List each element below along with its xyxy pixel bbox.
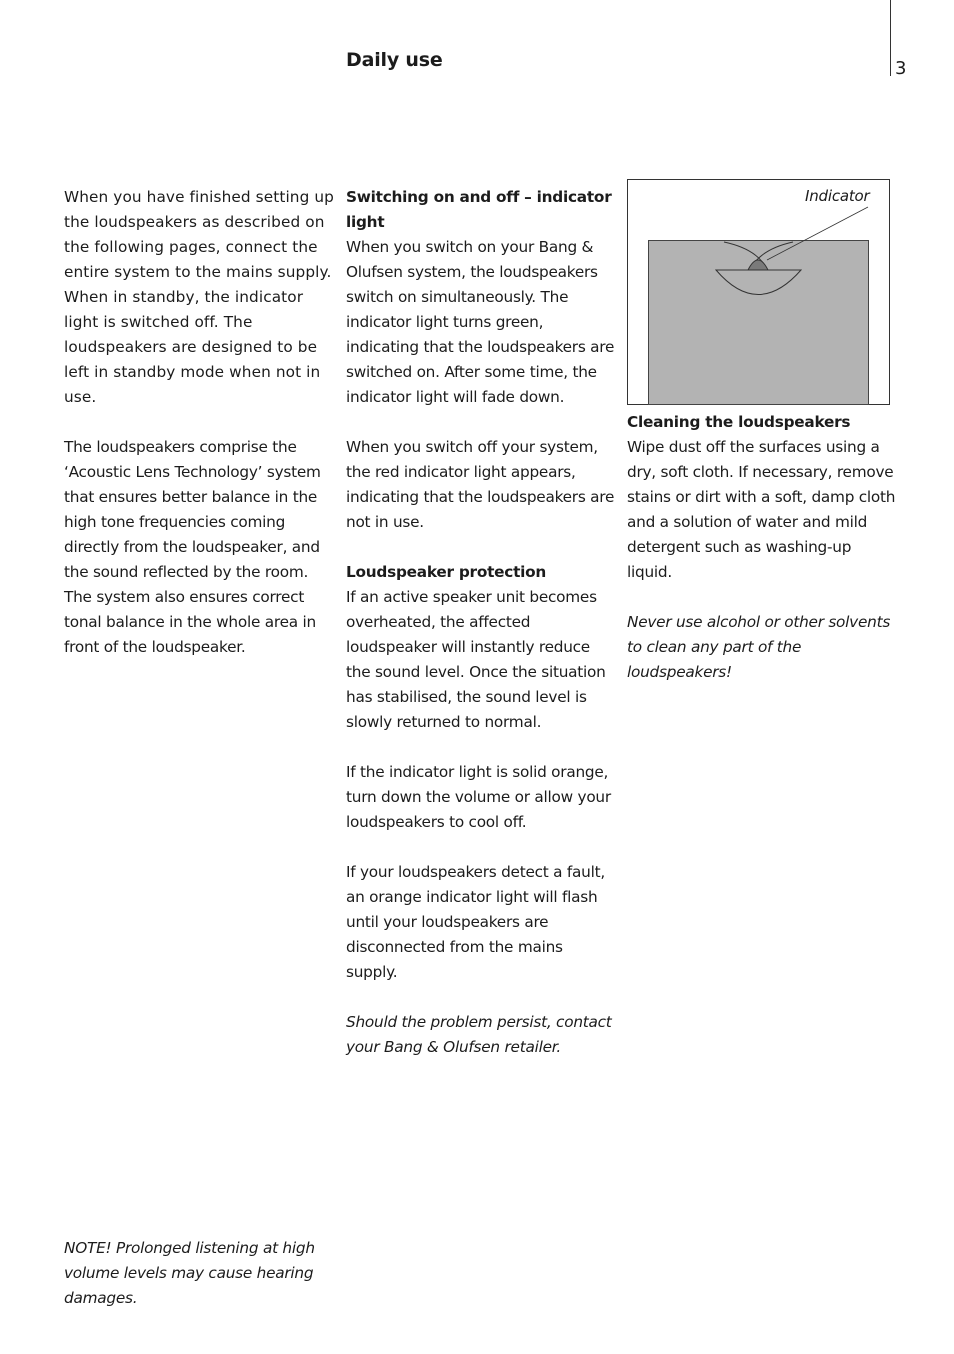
indicator-illustration-svg [627, 179, 890, 405]
protection-paragraph: If an active speaker unit becomes overheated, the affected loudspeaker will instantly reduce the sound level. Once the situation has stabilised, the sound level is slowly returned to normal. [346, 588, 606, 731]
switching-heading: Switching on and off – indicator light [346, 188, 612, 231]
protection-heading: Loudspeaker protection [346, 563, 547, 581]
switching-off-paragraph: When you switch off your system, the red indicator light appears, indicating that the loudspeakers are not in use. [346, 438, 615, 531]
fault-paragraph: If your loudspeakers detect a fault, an orange indicator light will flash until your loudspeakers are disconnected from the mains supply. [346, 863, 605, 981]
column-1 [64, 185, 334, 685]
intro-paragraph: When you have finished setting up the loudspeakers as described on the following pages, connect the entire system to the mains supply. When in standby, the indicator light is switched off. The loudspeakers are designed to be left in standby mode when not in use. [64, 188, 334, 406]
orange-solid-paragraph: If the indicator light is solid orange, turn down the volume or allow your loudspeakers to cool off. [346, 763, 611, 831]
solvent-warning: Never use alcohol or other solvents to clean any part of the loudspeakers! [627, 613, 891, 681]
page-number: 3 [895, 58, 907, 79]
hearing-note: NOTE! Prolonged listening at high volume levels may cause hearing damages. [64, 1239, 315, 1307]
page-number-rule [890, 0, 891, 76]
cleaning-heading: Cleaning the loudspeakers [627, 413, 851, 431]
column-2 [346, 185, 616, 1060]
acoustic-lens-paragraph: The loudspeakers comprise the ‘Acoustic Lens Technology’ system that ensures better balance in the high tone frequencies coming directly from the loudspeaker, and the sound reflected by the room. The system also ensures correct tonal balance in the whole area in front of the loudspeaker. [64, 438, 321, 656]
cleaning-paragraph: Wipe dust off the surfaces using a dry, soft cloth. If necessary, remove stains or dirt with a soft, damp cloth and a solution of water and mild detergent such as washing-up liquid. [627, 438, 896, 581]
indicator-illustration [627, 179, 890, 405]
column-3 [627, 410, 897, 685]
page-title: Daily use [346, 49, 443, 71]
persist-paragraph: Should the problem persist, contact your Bang & Olufsen retailer. [346, 1013, 612, 1056]
indicator-label: Indicator [805, 187, 870, 205]
switching-on-paragraph: When you switch on your Bang & Olufsen system, the loudspeakers switch on simultaneously. The indicator light turns green, indicating that the loudspeakers are switched on. After some time, the indicator light will fade down. [346, 238, 615, 406]
